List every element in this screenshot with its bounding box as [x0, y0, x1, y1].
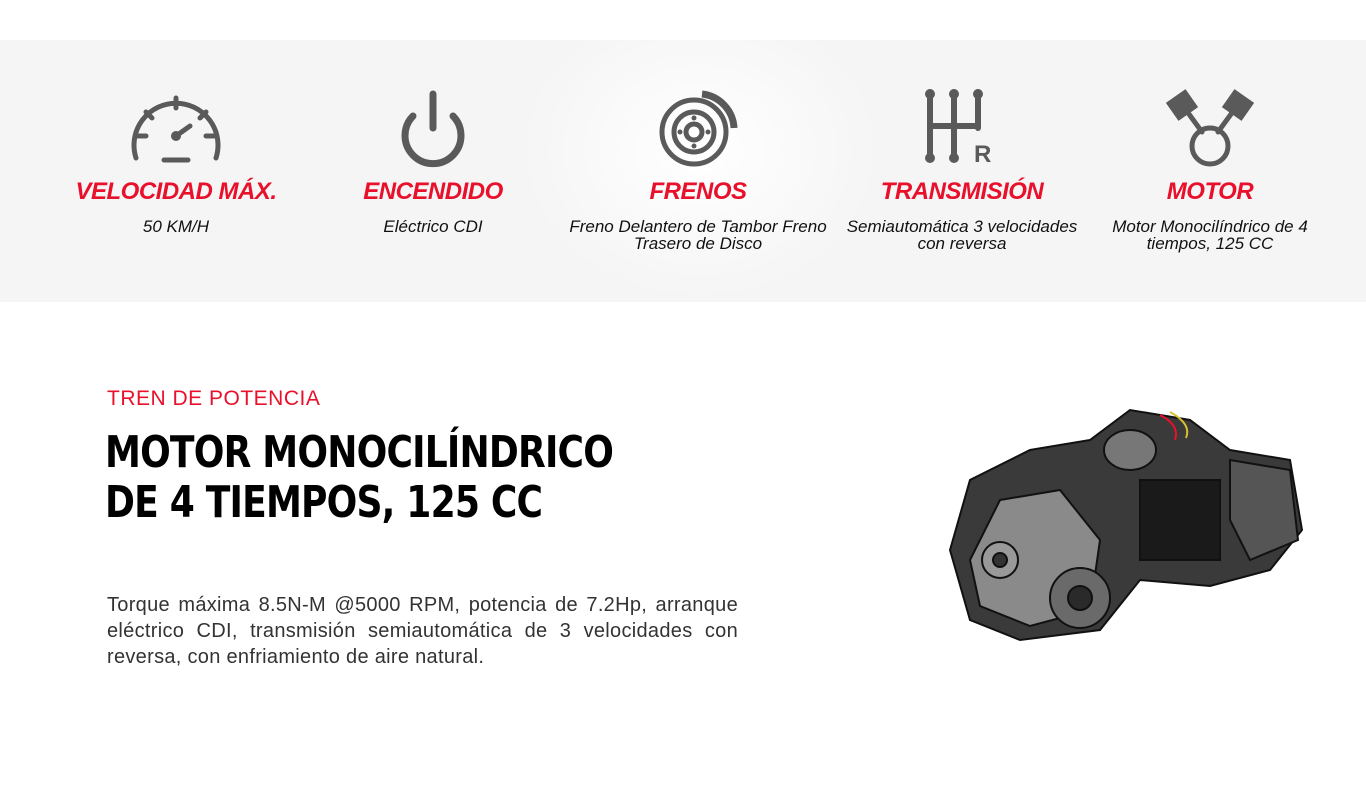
spec-motor — [1080, 40, 1340, 253]
spec-desc: 50 KM/H — [142, 217, 210, 236]
section-headline — [105, 428, 613, 528]
headline-line-1: MOTOR MONOCILÍNDRICO — [105, 427, 614, 478]
spec-frenos — [568, 40, 828, 253]
spec-transmision — [832, 40, 1092, 253]
engine-pistons-icon — [1162, 88, 1258, 168]
spec-title: VELOCIDAD MÁX. — [75, 178, 277, 205]
spec-desc: Eléctrico CDI — [383, 217, 483, 236]
spec-title: FRENOS — [649, 178, 747, 205]
specs-band — [0, 40, 1366, 302]
engine-image — [930, 390, 1310, 650]
spec-title: MOTOR — [1166, 178, 1254, 205]
section-kicker: TREN DE POTENCIA — [107, 387, 321, 410]
brake-disc-icon — [650, 88, 746, 168]
spec-title: ENCENDIDO — [363, 178, 503, 205]
spec-encendido — [303, 40, 563, 236]
spec-velocidad — [46, 40, 306, 236]
spec-desc: Motor Monocilíndrico de 4 tiempos, 125 CC — [1112, 217, 1308, 253]
headline-line-2: DE 4 TIEMPOS, 125 CC — [105, 477, 543, 528]
spec-title: TRANSMISIÓN — [880, 178, 1044, 205]
section-body: Torque máxima 8.5N-M @5000 RPM, potencia de 7.2Hp, arranque eléctrico CDI, transmisión semiautomática de 3 velocidades con reversa, con enfriamiento de aire natural. — [107, 594, 738, 668]
power-icon — [385, 88, 481, 168]
spec-desc: Freno Delantero de Tambor Freno Trasero de Disco — [569, 217, 827, 253]
gear-shifter-icon — [914, 88, 1010, 168]
spec-desc: Semiautomática 3 velocidades con reversa — [846, 217, 1078, 253]
svg-text:R: R — [974, 141, 992, 168]
speedometer-icon — [128, 88, 224, 168]
